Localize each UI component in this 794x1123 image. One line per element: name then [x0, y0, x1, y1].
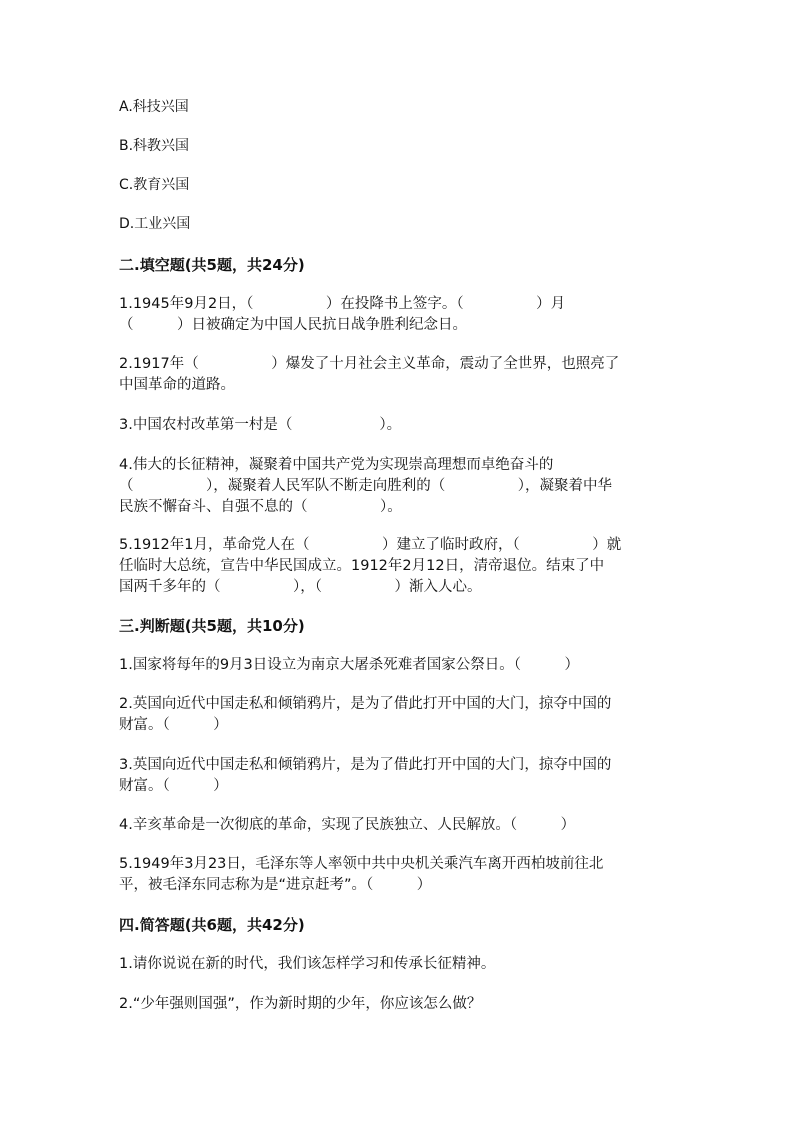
- fill-q4-line1: 4.伟大的长征精神，凝聚着中国共产党为实现崇高理想而卓绝奋斗的: [119, 457, 554, 473]
- tf-q2-line1: 2.英国向近代中国走私和倾销鸦片，是为了借此打开中国的大门，掠夺中国的: [119, 696, 612, 712]
- fill-q1-line2: （ ）日被确定为中国人民抗日战争胜利纪念日。: [119, 317, 467, 333]
- tf-q2-line2: 财富。（ ）: [119, 717, 228, 733]
- tf-q4-line1: 4.辛亥革命是一次彻底的革命，实现了民族独立、人民解放。（ ）: [119, 817, 576, 833]
- sa-q1-line1: 1.请你说说在新的时代，我们该怎样学习和传承长征精神。: [119, 956, 496, 972]
- fill-q5-line1: 5.1912年1月，革命党人在（ ）建立了临时政府，（ ）就: [119, 537, 622, 553]
- section-heading-short-answer: 四.简答题(共6题，共42分): [119, 916, 305, 934]
- tf-q1-line1: 1.国家将每年的9月3日设立为南京大屠杀死难者国家公祭日。（ ）: [119, 657, 580, 673]
- section-heading-true-false: 三.判断题(共5题，共10分): [119, 617, 305, 635]
- option-b: B.科教兴国: [119, 138, 190, 154]
- tf-q5-line2: 平，被毛泽东同志称为是“进京赶考”。（ ）: [119, 877, 432, 893]
- section-heading-fill-blank: 二.填空题(共5题，共24分): [119, 256, 305, 274]
- fill-q1-line1: 1.1945年9月2日，（ ）在投降书上签字。（ ）月: [119, 296, 566, 312]
- fill-q4-line3: 民族不懈奋斗、自强不息的（ ）。: [119, 499, 402, 515]
- tf-q5-line1: 5.1949年3月23日，毛泽东等人率领中共中央机关乘汽车离开西柏坡前往北: [119, 856, 604, 872]
- option-c: C.教育兴国: [119, 177, 190, 193]
- tf-q3-line1: 3.英国向近代中国走私和倾销鸦片，是为了借此打开中国的大门，掠夺中国的: [119, 757, 612, 773]
- fill-q5-line2: 任临时大总统，宣告中华民国成立。1912年2月12日，清帝退位。结束了中: [119, 558, 605, 574]
- fill-q3-line1: 3.中国农村改革第一村是（ ）。: [119, 417, 402, 433]
- sa-q2-line1: 2.“少年强则国强”，作为新时期的少年，你应该怎么做？: [119, 996, 482, 1012]
- fill-q4-line2: （ ），凝聚着人民军队不断走向胜利的（ ），凝聚着中华: [119, 478, 612, 494]
- tf-q3-line2: 财富。（ ）: [119, 778, 228, 794]
- fill-q2-line2: 中国革命的道路。: [119, 377, 235, 393]
- fill-q2-line1: 2.1917年（ ）爆发了十月社会主义革命，震动了全世界，也照亮了: [119, 356, 620, 372]
- fill-q5-line3: 国两千多年的（ ），（ ）渐入人心。: [119, 579, 482, 595]
- option-d: D.工业兴国: [119, 216, 191, 232]
- option-a: A.科技兴国: [119, 99, 189, 115]
